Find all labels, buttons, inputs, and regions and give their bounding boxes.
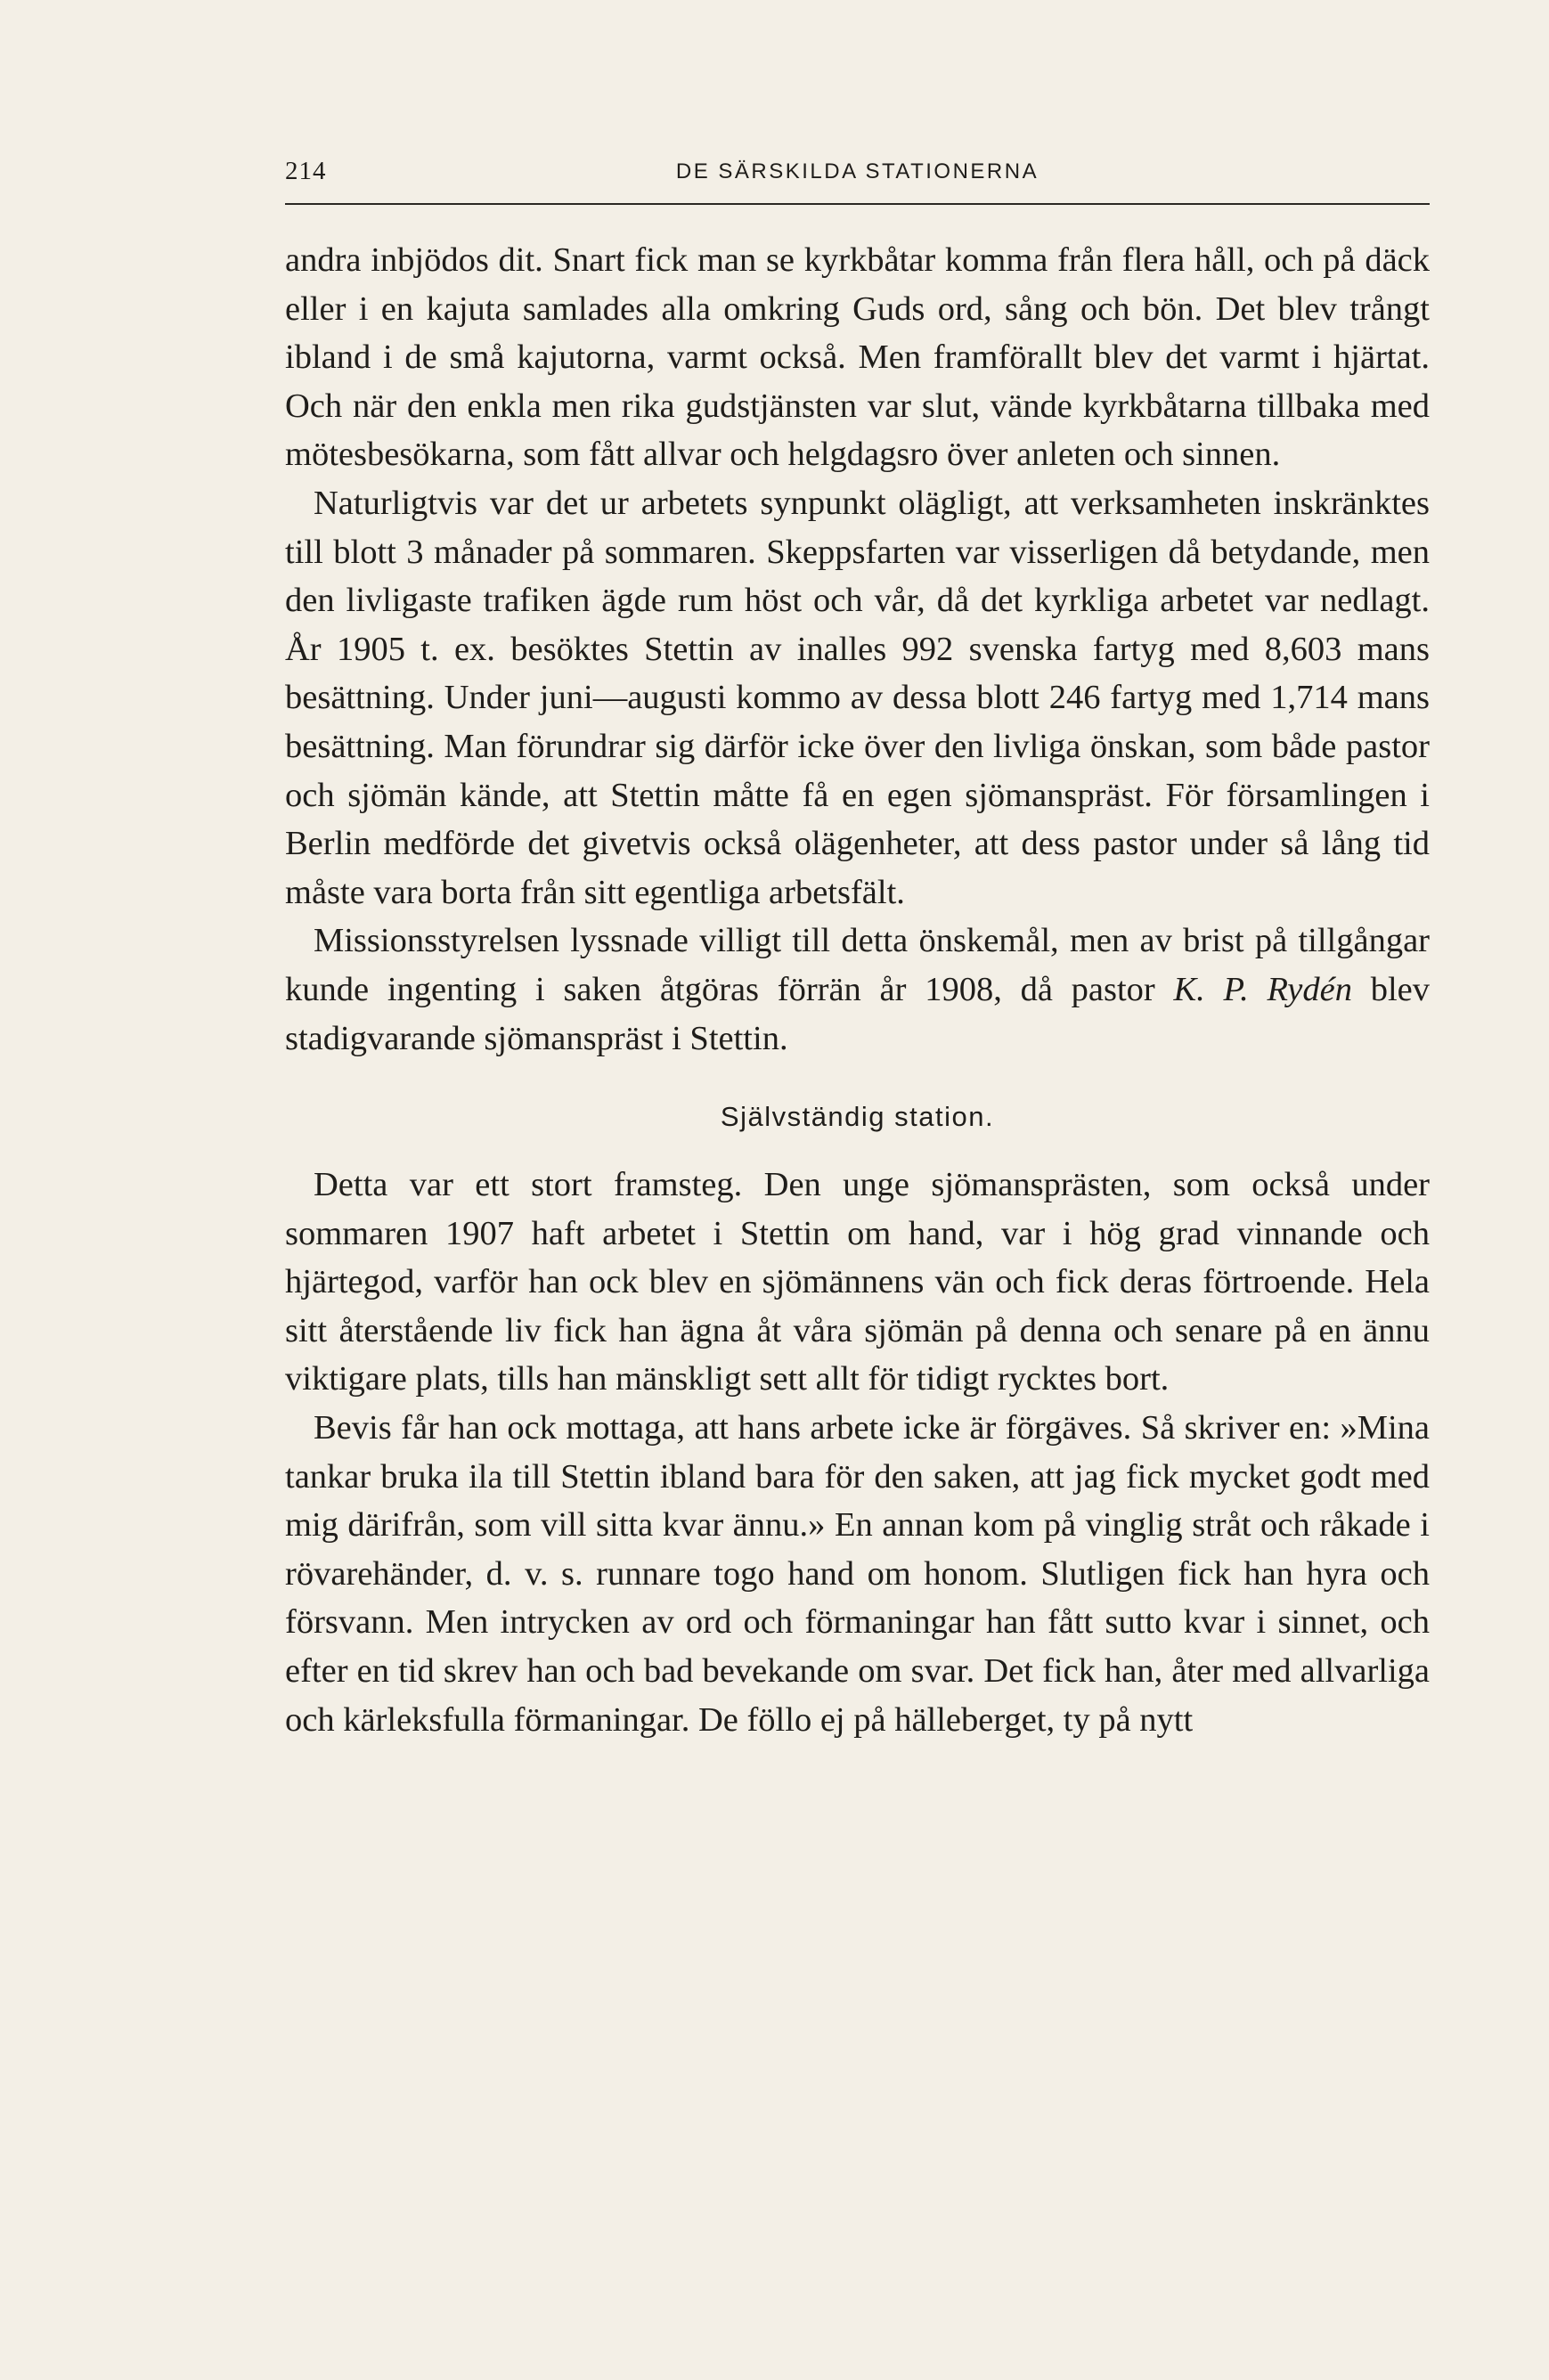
page-number: 214 <box>285 157 327 185</box>
header-rule <box>285 203 1430 205</box>
paragraph-3-text-end: blev stadigvarande sjömanspräst i Stettin. <box>285 970 1430 1057</box>
running-head <box>285 157 1430 192</box>
paragraph-5: Bevis får han ock mottaga, att hans arbete icke är förgäves. Så skriver en: »Mina tankar bruka ila till Stettin ibland bara för den saken, att jag fick mycket godt med mig därifrån, som vill sitta kvar ännu.» En annan kom på vinglig stråt och råkade i rövarehänder, d. v. s. runnare togo hand om honom. Slutligen fick han hyra och försvann. Men intrycken av ord och förmaningar han fått sutto kvar i sinnet, och efter en tid skrev han och bad bevekande om svar. Det fick han, åter med allvarliga och kärleksfulla förmaningar. De föllo ej på hälleberget, ty på nytt <box>285 1409 1430 1739</box>
paragraph-4: Detta var ett stort framsteg. Den unge sjömansprästen, som också under sommaren 1907 haft arbetet i Stettin om hand, var i hög grad vinnande och hjärtegod, varför han ock blev en sjömännens vän och fick deras förtroende. Hela sitt återstående liv fick han ägna åt våra sjömän på denna och senare på en ännu viktigare plats, tills han mänskligt sett allt för tidigt rycktes bort. <box>285 1166 1430 1398</box>
person-name: K. P. Rydén <box>1173 970 1352 1008</box>
running-title: DE SÄRSKILDA STATIONERNA <box>675 159 1039 183</box>
section-heading: Självständig station. <box>720 1101 995 1133</box>
body-text <box>285 236 1430 1744</box>
paragraph-3-text-start: Missionsstyrelsen lyssnade villigt till detta önskemål, men av brist på tillgångar kunde ingenting i saken åtgöras förrän år 1908, då pastor <box>285 922 1430 1008</box>
paragraph-2: Naturligtvis var det ur arbetets synpunkt olägligt, att verksamheten inskränktes till blott 3 månader på sommaren. Skeppsfarten var visserligen då betydande, men den livligaste trafiken ägde rum höst och vår, då det kyrkliga arbetet var nedlagt. År 1905 t. ex. besöktes Stettin av inalles 992 svenska fartyg med 8,603 mans besättning. Under juni—augusti kommo av dessa blott 246 fartyg med 1,714 mans besättning. Man förundrar sig därför icke över den livliga önskan, som både pastor och sjömän kände, att Stettin måtte få en egen sjömanspräst. För församlingen i Berlin medförde det givetvis också olägenheter, att dess pastor under så lång tid måste vara borta från sitt egentliga arbetsfält. <box>285 484 1430 911</box>
paragraph-1: andra inbjödos dit. Snart fick man se kyrkbåtar komma från flera håll, och på däck eller i en kajuta samlades alla omkring Guds ord, sång och bön. Det blev trångt ibland i de små kajutorna, varmt också. Men framförallt blev det varmt i hjärtat. Och när den enkla men rika gudstjänsten var slut, vände kyrkbåtarna tillbaka med mötesbesökarna, som fått allvar och helgdagsro över anleten och sinnen. <box>285 241 1430 474</box>
paragraph-3 <box>285 917 1430 1063</box>
